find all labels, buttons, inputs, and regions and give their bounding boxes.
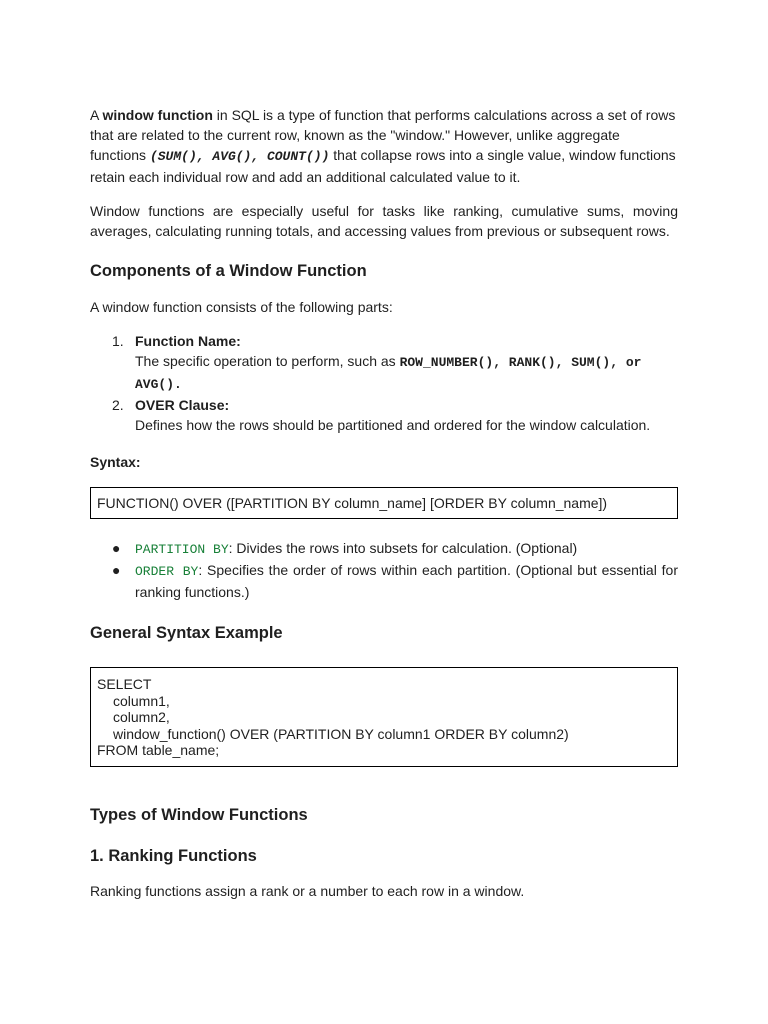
- ranking-description: Ranking functions assign a rank or a number to each row in a window.: [90, 882, 525, 899]
- clause-bullet-list: [90, 538, 678, 603]
- list-item-title: Function Name:: [135, 333, 241, 349]
- list-number: 2.: [112, 397, 124, 413]
- list-item: [90, 560, 678, 603]
- components-list: [90, 331, 678, 435]
- components-intro: A window function consists of the following parts:: [90, 299, 393, 315]
- bullet-text: : Divides the rows into subsets for calculation. (Optional): [228, 540, 578, 556]
- aggregate-functions-code: (SUM(), AVG(), COUNT()): [149, 149, 330, 164]
- ranking-heading: 1. Ranking Functions: [90, 846, 257, 865]
- code-line: FROM table_name;: [97, 742, 220, 758]
- syntax-code-box: [90, 487, 678, 519]
- list-number: 1.: [112, 333, 124, 349]
- list-item: [90, 331, 678, 395]
- function-names-code: ROW_NUMBER(), RANK(), SUM(), or AVG().: [135, 355, 642, 392]
- bullet-icon: ●: [112, 540, 121, 556]
- code-line: column1,: [113, 692, 170, 709]
- list-item: [90, 538, 678, 560]
- types-heading: Types of Window Functions: [90, 805, 308, 824]
- list-item-desc: Defines how the rows should be partitioned and ordered for the window calculation.: [135, 417, 651, 433]
- intro-text-1: A: [90, 107, 103, 123]
- list-item-desc: The specific operation to perform, such as: [135, 353, 400, 369]
- usage-paragraph: Window functions are especially useful for tasks like ranking, cumulative sums, moving averages, calculating running totals, and accessing values from previous or subsequent rows.: [90, 203, 678, 239]
- syntax-label: Syntax:: [90, 454, 141, 470]
- bullet-text: : Specifies the order of rows within each partition. (Optional but essential for ranking functions.): [135, 562, 678, 600]
- partition-by-keyword: PARTITION BY: [135, 542, 229, 557]
- list-item-title: OVER Clause:: [135, 397, 230, 413]
- order-by-keyword: ORDER BY: [135, 564, 199, 579]
- intro-bold-term: window function: [102, 107, 213, 123]
- general-syntax-heading: General Syntax Example: [90, 624, 283, 642]
- general-code-box: [90, 667, 678, 767]
- components-heading: Components of a Window Function: [90, 262, 367, 280]
- intro-text-2: in SQL is a type of function that performs calculations across a set of rows that are related to the current row, known as the "window." However, unlike aggregate functions: [90, 107, 676, 163]
- code-line: column2,: [113, 709, 170, 725]
- syntax-code: FUNCTION() OVER ([PARTITION BY column_name] [ORDER BY column_name]): [97, 495, 608, 511]
- code-line: window_function() OVER (PARTITION BY column1 ORDER BY column2): [113, 725, 569, 742]
- list-item: [90, 395, 678, 435]
- bullet-icon: ●: [112, 562, 121, 578]
- document-page: [90, 105, 678, 901]
- code-line: SELECT: [97, 676, 152, 692]
- intro-paragraph: [90, 105, 678, 187]
- intro-text-3: that collapse rows into a single value, window functions retain each individual row and add an additional calculated value to it.: [90, 147, 676, 185]
